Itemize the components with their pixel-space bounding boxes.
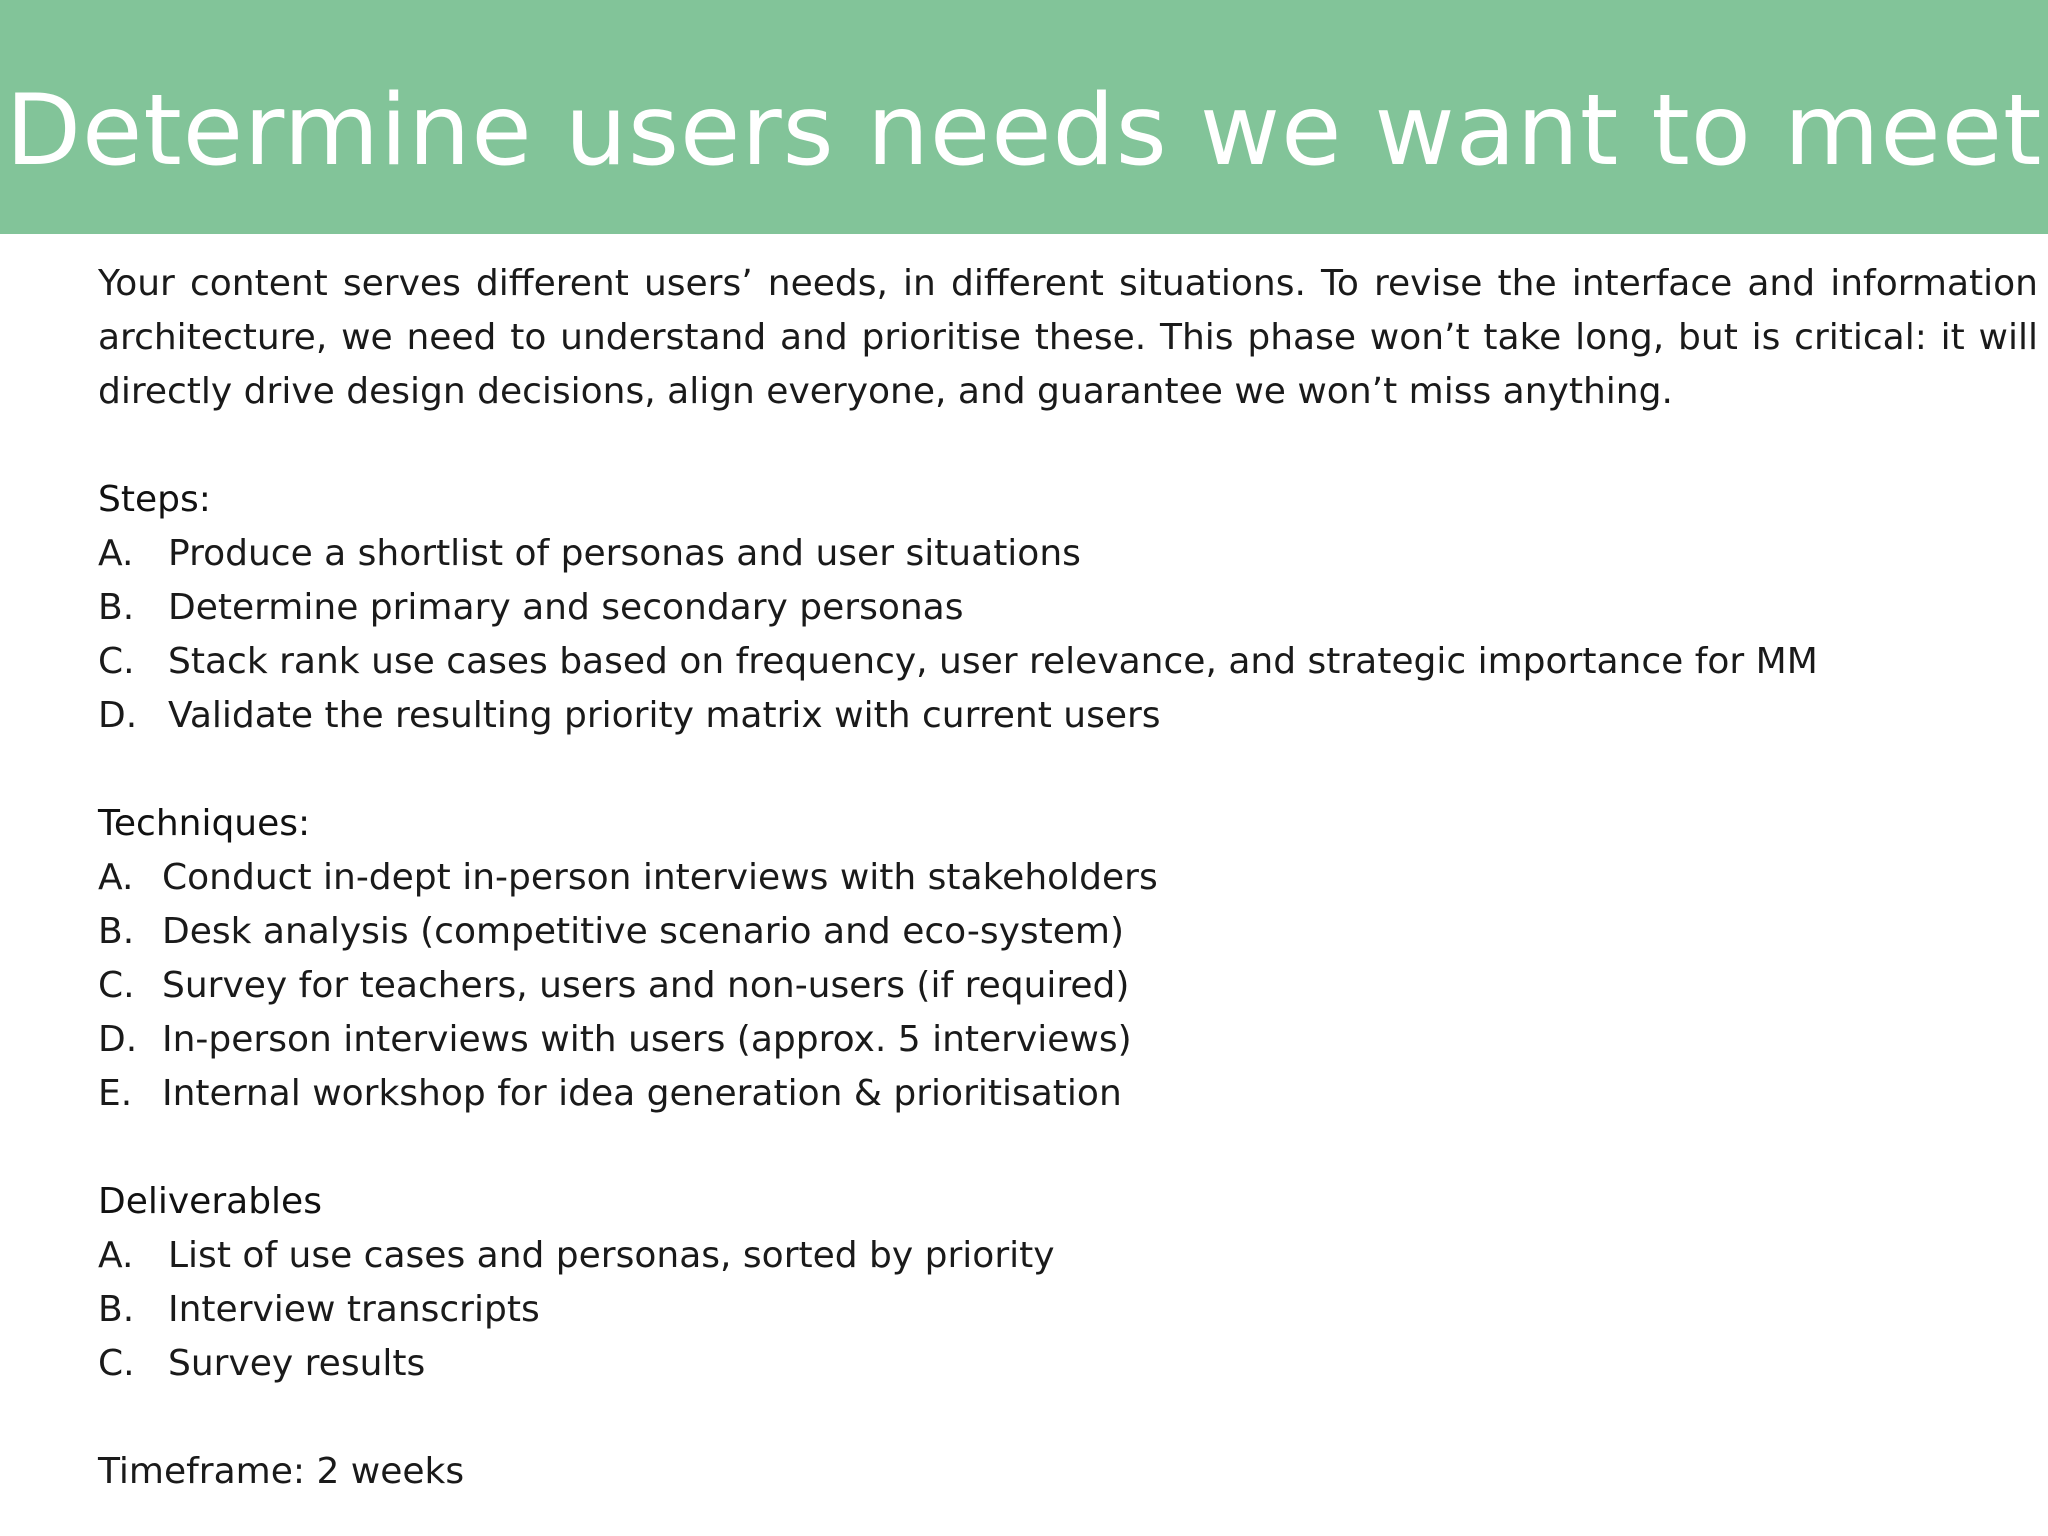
list-text: List of use cases and personas, sorted by priority (168, 1235, 1055, 1276)
list-text: Stack rank use cases based on frequency, user relevance, and strategic importance for MM (168, 641, 1818, 682)
timeframe (98, 1445, 2038, 1499)
steps-section (98, 473, 2038, 743)
list-text: Interview transcripts (168, 1289, 540, 1330)
list-item (98, 1229, 2038, 1283)
list-item (98, 1283, 2038, 1337)
list-letter: B. (98, 1289, 135, 1330)
list-item (98, 959, 2038, 1013)
timeframe-label: Timeframe: (98, 1451, 305, 1492)
techniques-list (98, 851, 2038, 1121)
list-text: Validate the resulting priority matrix with current users (168, 695, 1161, 736)
slide-title: Determine users needs we want to meet (5, 74, 2043, 188)
deliverables-list (98, 1229, 2038, 1391)
list-letter: D. (98, 1019, 138, 1060)
list-item (98, 689, 2038, 743)
list-letter: C. (98, 1343, 135, 1384)
list-item (98, 905, 2038, 959)
list-text: Internal workshop for idea generation & prioritisation (162, 1073, 1122, 1114)
list-item (98, 1013, 2038, 1067)
list-letter: A. (98, 1235, 134, 1276)
steps-heading: Steps: (98, 479, 211, 520)
list-text: Survey results (168, 1343, 426, 1384)
list-letter: C. (98, 641, 135, 682)
list-text: Conduct in-dept in-person interviews with stakeholders (162, 857, 1158, 898)
list-letter: A. (98, 857, 134, 898)
steps-list (98, 527, 2038, 743)
techniques-heading: Techniques: (98, 803, 311, 844)
list-letter: E. (98, 1073, 133, 1114)
list-letter: D. (98, 695, 138, 736)
list-text: Determine primary and secondary personas (168, 587, 964, 628)
list-text: In-person interviews with users (approx. 5 interviews) (162, 1019, 1132, 1060)
timeframe-value: 2 weeks (316, 1451, 465, 1492)
list-item (98, 1067, 2038, 1121)
deliverables-section (98, 1175, 2038, 1391)
deliverables-heading: Deliverables (98, 1181, 322, 1222)
list-item (98, 581, 2038, 635)
list-letter: C. (98, 965, 135, 1006)
list-text: Desk analysis (competitive scenario and eco-system) (162, 911, 1125, 952)
list-text: Produce a shortlist of personas and user situations (168, 533, 1081, 574)
list-letter: B. (98, 587, 135, 628)
list-letter: B. (98, 911, 135, 952)
list-item (98, 635, 2038, 689)
list-item (98, 1337, 2038, 1391)
list-item (98, 851, 2038, 905)
list-item (98, 527, 2038, 581)
techniques-section (98, 797, 2038, 1121)
list-letter: A. (98, 533, 134, 574)
slide-content (98, 257, 2038, 1499)
list-text: Survey for teachers, users and non-users (if required) (162, 965, 1130, 1006)
intro-paragraph: Your content serves different users’ needs, in different situations. To revise the interface and information architecture, we need to understand and prioritise these. This phase won’t take long, but is critical: it will directly drive design decisions, align everyone, and guarantee we won’t miss anything. (98, 263, 2038, 412)
